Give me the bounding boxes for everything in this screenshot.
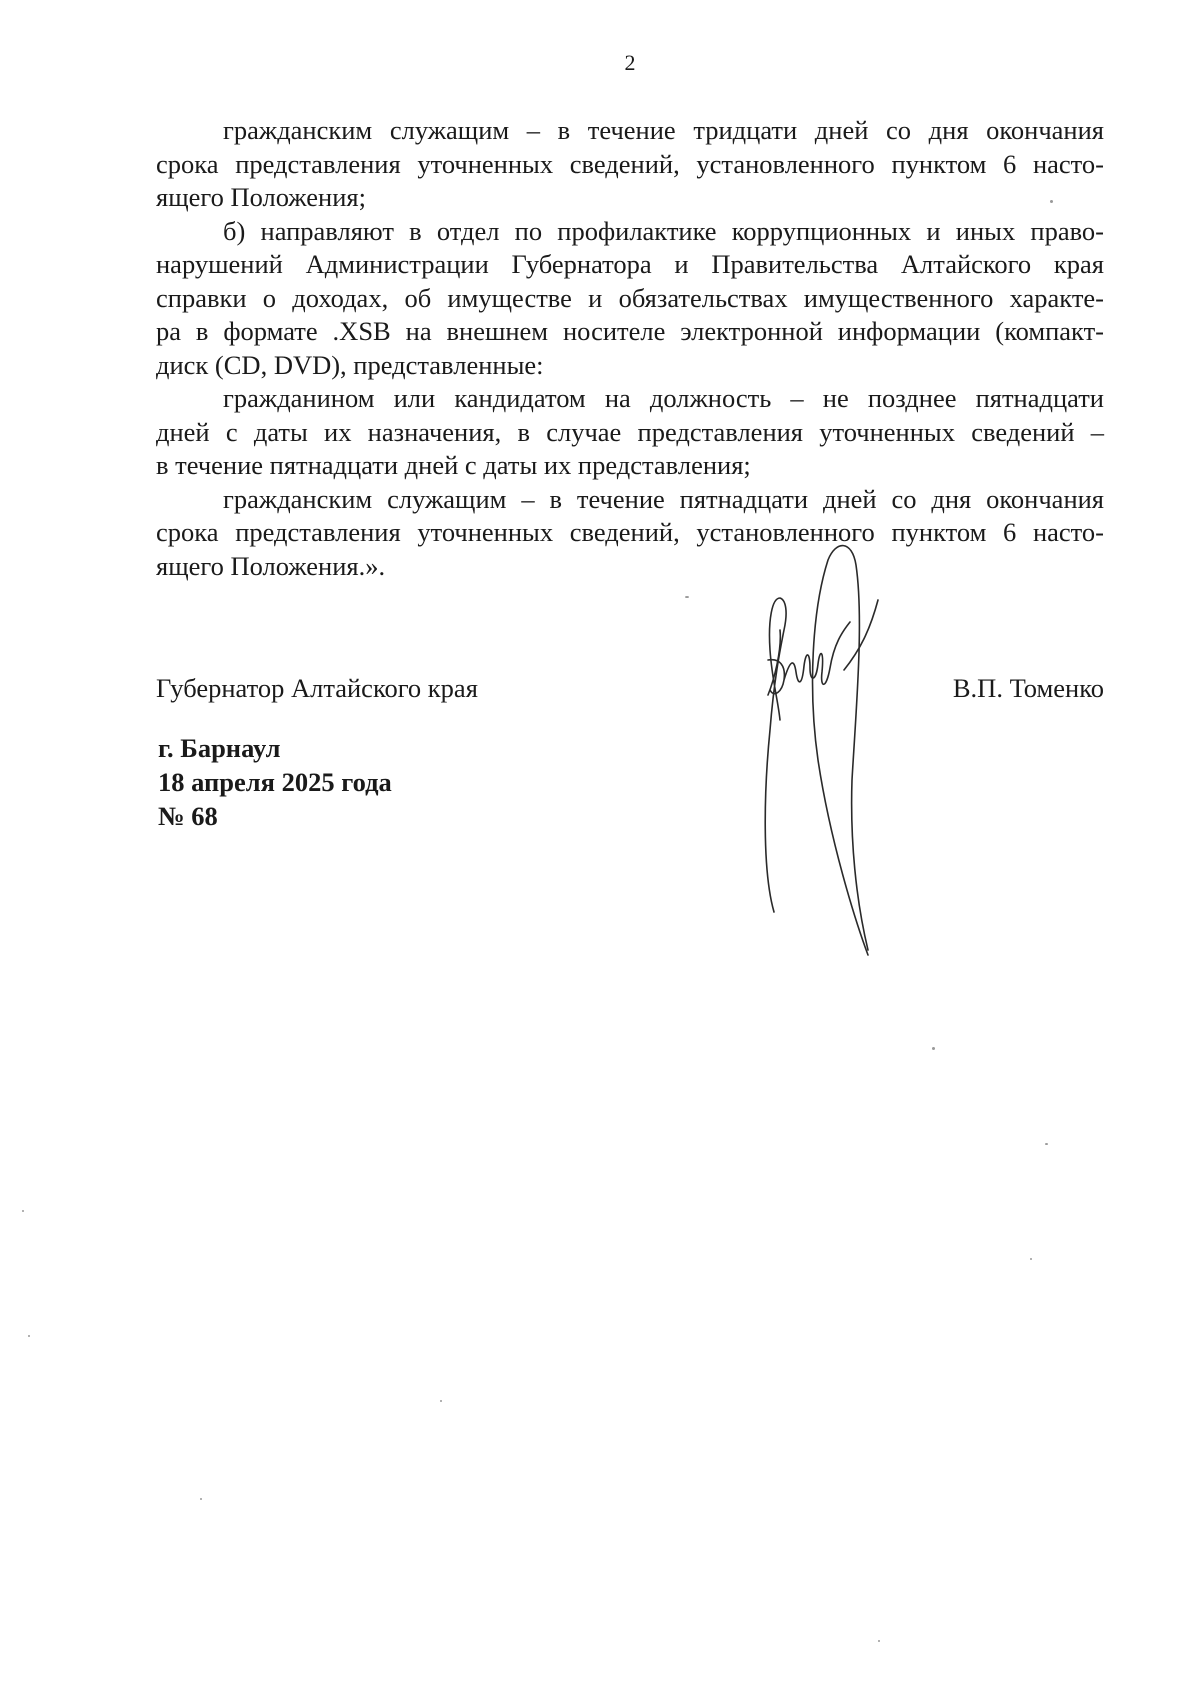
body-line: справки о доходах, об имуществе и обязательствах имущественного характе- xyxy=(156,282,1104,313)
scan-speck xyxy=(685,596,689,598)
scan-speck xyxy=(878,1640,880,1642)
place: г. Барнаул xyxy=(158,733,281,763)
scan-speck xyxy=(1050,200,1053,203)
document-number: № 68 xyxy=(158,801,218,831)
body-line: гражданским служащим – в течение тридцати дней со дня окончания xyxy=(223,115,1104,145)
body-line: ящего Положения.». xyxy=(156,550,386,581)
body-line: диск (CD, DVD), представленные: xyxy=(156,349,544,380)
page-number: 2 xyxy=(624,50,636,75)
body-line: ра в формате .XSB на внешнем носителе электронной информации (компакт- xyxy=(156,316,1104,346)
body-line: срока представления уточненных сведений, установленного пунктом 6 насто- xyxy=(156,517,1104,547)
body-line: дней с даты их назначения, в случае представления уточненных сведений – xyxy=(156,416,1104,447)
signatory-title: Губернатор Алтайского края xyxy=(156,673,478,703)
body-line: гражданином или кандидатом на должность – не позднее пятнадцати xyxy=(223,383,1104,413)
body-line: ящего Положения; xyxy=(156,182,366,212)
scan-speck xyxy=(200,1498,202,1500)
body-line: нарушений Администрации Губернатора и Правительства Алтайского края xyxy=(156,249,1104,279)
document-details xyxy=(158,731,392,833)
scan-speck xyxy=(22,1210,24,1212)
scan-speck xyxy=(440,1400,442,1402)
body-line: б) направляют в отдел по профилактике коррупционных и иных право- xyxy=(223,215,1104,246)
scan-speck xyxy=(1045,1143,1048,1145)
handwritten-signature xyxy=(760,540,930,960)
body-line: срока представления уточненных сведений, установленного пунктом 6 насто- xyxy=(156,148,1104,179)
scan-speck xyxy=(28,1335,30,1337)
body-line: гражданским служащим – в течение пятнадцати дней со дня окончания xyxy=(223,483,1104,514)
body-line: в течение пятнадцати дней с даты их представления; xyxy=(156,450,751,480)
scan-speck xyxy=(1030,1258,1032,1260)
document-body xyxy=(156,114,1104,583)
scan-speck xyxy=(932,1047,935,1050)
signatory-name: В.П. Томенко xyxy=(952,673,1104,703)
document-date: 18 апреля 2025 года xyxy=(158,767,392,797)
